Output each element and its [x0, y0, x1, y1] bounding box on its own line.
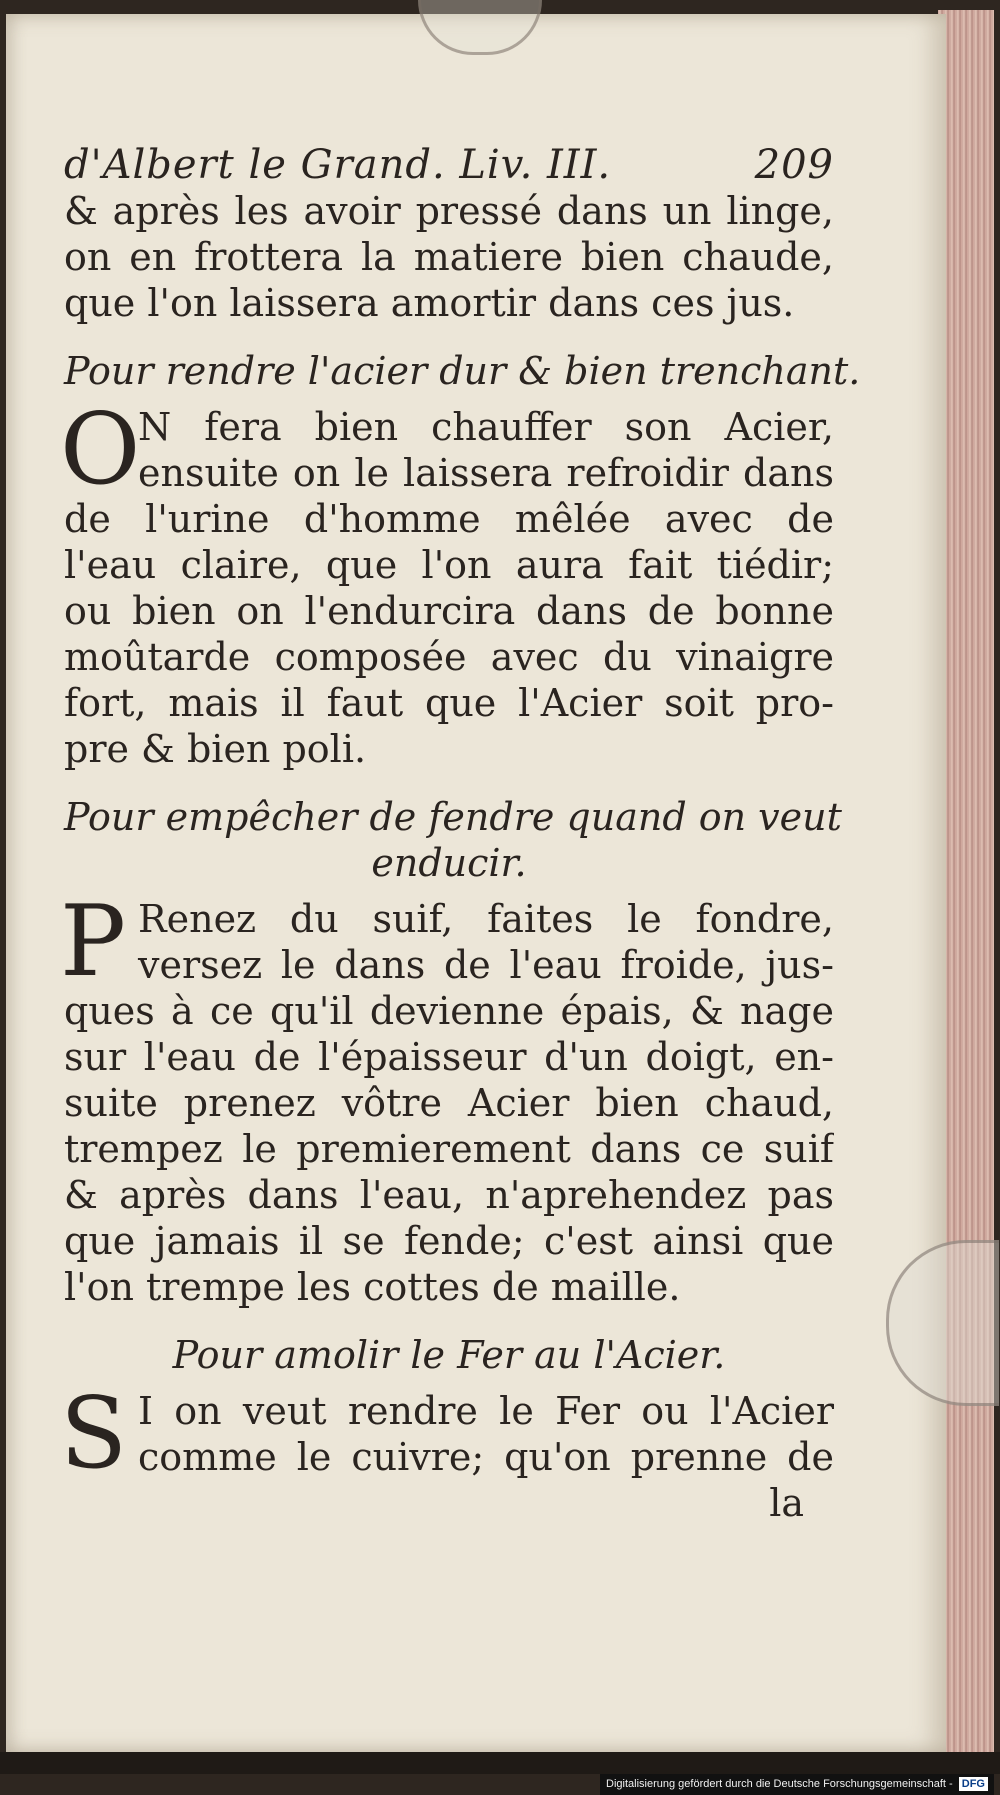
intro-paragraph [64, 188, 834, 326]
text-line: l'on trempe les cottes de maille. [64, 1265, 681, 1309]
text-line: trempez le premierement dans ce suif [64, 1127, 834, 1171]
text-line: & après les avoir pressé dans un linge, [64, 189, 834, 233]
digitization-credit [600, 1774, 994, 1795]
text-line: ensuite on le laissera refroidir dans [138, 451, 834, 495]
text-line: fort, mais il faut que l'Acier soit pro- [64, 681, 834, 725]
book-page [6, 14, 946, 1752]
text-line: N fera bien chauffer son Acier, [138, 405, 834, 449]
drop-cap: S [60, 1377, 128, 1491]
running-header [64, 142, 834, 188]
scan-bottom-strip [0, 1752, 1000, 1774]
text-line: comme le cuivre; qu'on prenne de [138, 1435, 834, 1479]
text-line: I on veut rendre le Fer ou l'Acier [138, 1389, 834, 1433]
text-line: versez le dans de l'eau froide, jus- [138, 943, 834, 987]
page-number: 209 [754, 142, 834, 188]
text-line: ques à ce qu'il devienne épais, & nage [64, 989, 834, 1033]
running-title: d'Albert le Grand. Liv. III. [64, 142, 612, 188]
dfg-logo: DFG [959, 1777, 988, 1791]
text-line: sur l'eau de l'épaisseur d'un doigt, en- [64, 1035, 834, 1079]
page-edge [938, 10, 994, 1758]
paragraph-empecher-fendre [60, 885, 834, 1310]
paragraph-acier-dur [60, 393, 834, 772]
text-line: on en frottera la matiere bien chaude, [64, 235, 834, 279]
text-line: Renez du suif, faites le fondre, [138, 897, 834, 941]
text-line: pre & bien poli. [64, 727, 367, 771]
text-line: que l'on laissera amortir dans ces jus. [64, 281, 795, 325]
section-heading-acier-dur: Pour rendre l'acier dur & bien trenchant. [64, 349, 861, 393]
text-line: & après dans l'eau, n'aprehendez pas [64, 1173, 834, 1217]
text-line: suite prenez vôtre Acier bien chaud, [64, 1081, 834, 1125]
catchword: la [769, 1481, 804, 1525]
page-text [60, 142, 861, 1526]
text-line: moûtarde composée avec du vinaigre [64, 635, 834, 679]
text-line: ou bien on l'endurcira dans de bonne [64, 589, 834, 633]
section-heading-amolir-fer: Pour amolir le Fer au l'Acier. [172, 1333, 726, 1377]
text-line: l'eau claire, que l'on aura fait tiédir; [64, 543, 834, 587]
text-line: de l'urine d'homme mêlée avec de [64, 497, 834, 541]
section-heading-empecher-fendre: Pour empêcher de fendre quand on veut [64, 795, 842, 839]
drop-cap: O [60, 393, 141, 507]
text-line: que jamais il se fende; c'est ainsi que [64, 1219, 834, 1263]
paragraph-amolir-fer [60, 1377, 834, 1526]
drop-cap: P [60, 885, 126, 999]
credit-text: Digitalisierung gefördert durch die Deutsche Forschungsgemeinschaft - [606, 1778, 953, 1790]
section-heading-empecher-fendre-cont: enducir. [371, 841, 527, 885]
